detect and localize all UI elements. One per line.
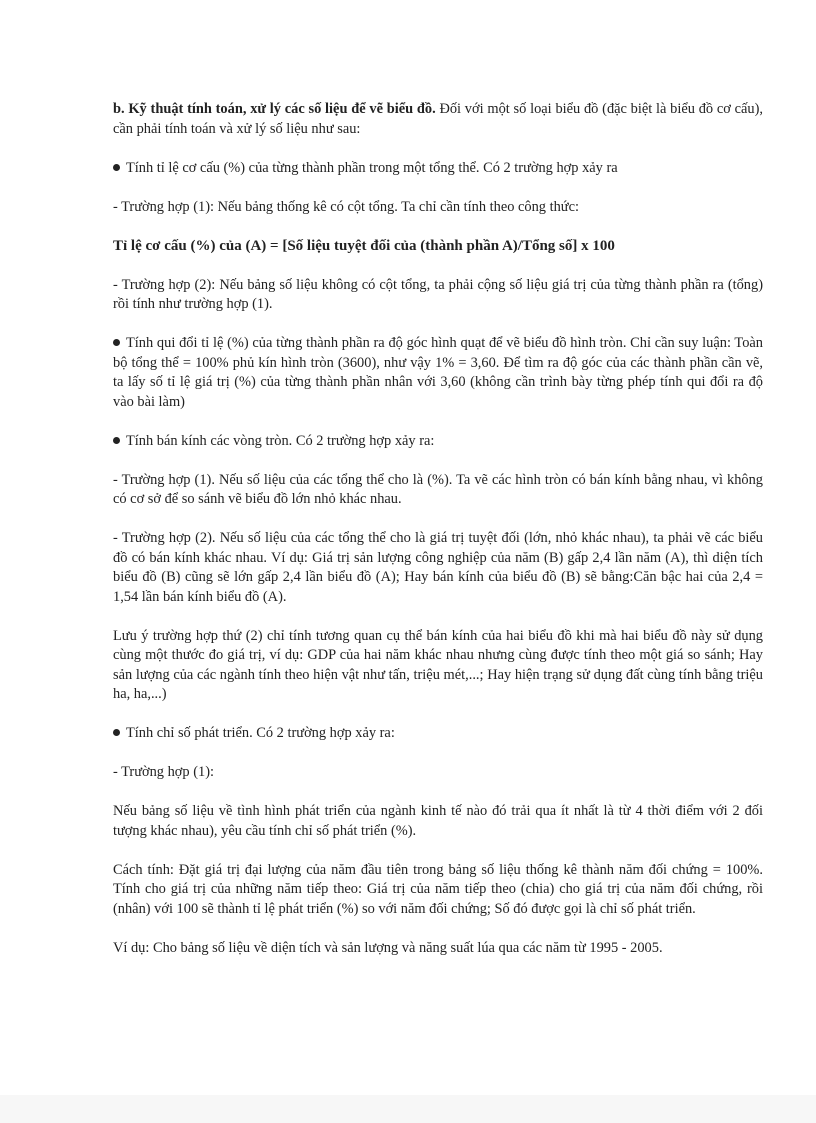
growth-method: Cách tính: Đặt giá trị đại lượng của năm đầu tiên trong bảng số liệu thống kê thành năm đối chứng = 100%. Tính cho giá trị của những năm tiếp theo: Giá trị của năm tiếp theo (chia) cho giá trị của năm đối chứng, rồi (nhân) với 100 sẽ thành tỉ lệ phát triển (%) so với năm đối chứng; Số đó được gọi là chỉ số phát triển. bbox=[113, 861, 763, 917]
section-b-intro: Đối với một số loại biểu đồ (đặc biệt là biểu đồ cơ cấu), cần phải tính toán và xử lý số liệu như sau: bbox=[113, 101, 764, 137]
section-b-heading: b. Kỹ thuật tính toán, xử lý các số liệu để vẽ biểu đồ. bbox=[113, 101, 436, 117]
bullet-icon bbox=[113, 729, 120, 736]
page-footer-band bbox=[0, 1095, 816, 1123]
bullet-radius bbox=[113, 432, 763, 452]
radius-note: Lưu ý trường hợp thứ (2) chỉ tính tương quan cụ thể bán kính của hai biểu đồ khi mà hai biểu đồ này sử dụng cùng một thước đo giá trị, ví dụ: GDP của hai năm khác nhau nhưng cùng được tính theo một giá so sánh; Hay sản lượng của các ngành tính theo hiện vật như tấn, triệu mét,...; Hay hiện trạng sử dụng đất cùng tính bằng triệu ha, ha,...) bbox=[113, 627, 763, 702]
bullet-icon bbox=[113, 339, 120, 346]
bullet-icon bbox=[113, 164, 120, 171]
bullet-radius-text: Tính bán kính các vòng tròn. Có 2 trường hợp xảy ra: bbox=[126, 432, 435, 449]
structure-formula: Tỉ lệ cơ cấu (%) của (A) = [Số liệu tuyệt đối của (thành phần A)/Tổng số] x 100 bbox=[113, 237, 615, 254]
bullet-structure-ratio-text: Tính tỉ lệ cơ cấu (%) của từng thành phần trong một tổng thể. Có 2 trường hợp xảy ra bbox=[126, 159, 618, 176]
document-body bbox=[113, 100, 763, 978]
growth-description: Nếu bảng số liệu về tình hình phát triển của ngành kinh tế nào đó trải qua ít nhất là từ 4 thời điểm với 2 đối tượng khác nhau), yêu cầu tính chỉ số phát triển (%). bbox=[113, 803, 763, 839]
bullet-structure-ratio bbox=[113, 159, 763, 179]
radius-case-1: - Trường hợp (1). Nếu số liệu của các tổng thể cho là (%). Ta vẽ các hình tròn có bán kính bằng nhau, vì không có cơ sở để so sánh vẽ biểu đồ lớn nhỏ khác nhau. bbox=[113, 471, 763, 507]
bullet-angle-conversion-text: Tính qui đổi tỉ lệ (%) của từng thành phần ra độ góc hình quạt để vẽ biểu đồ hình tròn. Chỉ cần suy luận: Toàn bộ tổng thể = 100% phủ kín hình tròn (3600), như vậy 1% = 3,60. Để tìm ra độ góc của các thành phần cần vẽ, ta lấy số tỉ lệ giá trị (%) của từng thành phần nhân với 3,60 (không cần trình bày từng phép tính qui đổi ra độ vào bài làm) bbox=[113, 335, 763, 410]
structure-case-1: - Trường hợp (1): Nếu bảng thống kê có cột tổng. Ta chỉ cần tính theo công thức: bbox=[113, 198, 579, 215]
growth-example: Ví dụ: Cho bảng số liệu về diện tích và sản lượng và năng suất lúa qua các năm từ 1995 - 2005. bbox=[113, 939, 663, 956]
growth-case-1: - Trường hợp (1): bbox=[113, 764, 214, 780]
section-b-paragraph bbox=[113, 100, 763, 139]
radius-case-2: - Trường hợp (2). Nếu số liệu của các tổng thể cho là giá trị tuyệt đối (lớn, nhỏ khác nhau), ta phải vẽ các biểu đồ có bán kính khác nhau. Ví dụ: Giá trị sản lượng công nghiệp của năm (B) gấp 2,4 lần năm (A), thì diện tích biểu đồ (B) cũng sẽ lớn gấp 2,4 lần biểu đồ (A); Hay bán kính của biểu đồ (B) sẽ bằng:Căn bậc hai của 2,4 = 1,54 lần bán kính biểu đồ (A). bbox=[113, 530, 763, 605]
bullet-icon bbox=[113, 437, 120, 444]
bullet-angle-conversion bbox=[113, 334, 763, 412]
bullet-growth-index bbox=[113, 724, 763, 744]
structure-case-2: - Trường hợp (2): Nếu bảng số liệu không có cột tổng, ta phải cộng số liệu giá trị của từng thành phần ra (tổng) rồi tính như trường hợp (1). bbox=[113, 276, 763, 312]
bullet-growth-index-text: Tính chỉ số phát triển. Có 2 trường hợp xảy ra: bbox=[126, 725, 395, 741]
